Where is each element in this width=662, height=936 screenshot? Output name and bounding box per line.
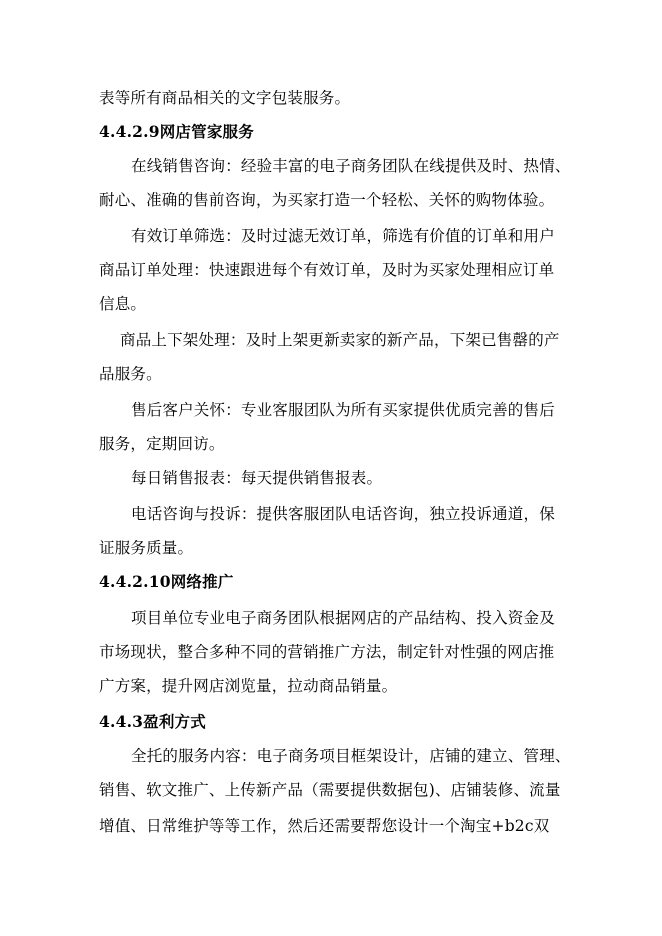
paragraph-line: 耐心、准确的售前咨询，为买家打造一个轻松、关怀的购物体验。 bbox=[99, 191, 555, 209]
paragraph-line: 信息。 bbox=[99, 295, 147, 313]
paragraph-line: 每日销售报表：每天提供销售报表。 bbox=[131, 469, 383, 487]
paragraph-line: 全托的服务内容：电子商务项目框架设计，店铺的建立、管理、 bbox=[131, 747, 571, 765]
paragraph-line: 有效订单筛选：及时过滤无效订单，筛选有价值的订单和用户 bbox=[131, 227, 555, 245]
section-heading-4-4-2-10: 4.4.2.10网络推广 bbox=[99, 572, 234, 591]
paragraph-line: 商品上下架处理：及时上架更新卖家的新产品，下架已售罄的产 bbox=[120, 331, 560, 349]
paragraph-line: 证服务质量。 bbox=[99, 539, 194, 557]
paragraph-line: 市场现状，整合多种不同的营销推广方法，制定针对性强的网店推 bbox=[99, 643, 555, 661]
paragraph-line: 销售、软文推广、上传新产品（需要提供数据包)、店铺装修、流量 bbox=[99, 781, 561, 799]
paragraph-line: 项目单位专业电子商务团队根据网店的产品结构、投入资金及 bbox=[131, 609, 555, 627]
paragraph-line: 售后客户关怀：专业客服团队为所有买家提供优质完善的售后 bbox=[131, 401, 555, 419]
paragraph-line: 增值、日常维护等等工作，然后还需要帮您设计一个淘宝+b2c双 bbox=[99, 817, 550, 835]
section-heading-4-4-2-9: 4.4.2.9网店管家服务 bbox=[99, 122, 254, 141]
paragraph-line: 在线销售咨询：经验丰富的电子商务团队在线提供及时、热情、 bbox=[131, 157, 571, 175]
paragraph-line: 表等所有商品相关的文字包装服务。 bbox=[99, 89, 351, 107]
paragraph-line: 服务，定期回访。 bbox=[99, 435, 225, 453]
section-heading-4-4-3: 4.4.3盈利方式 bbox=[99, 712, 206, 731]
paragraph-line: 广方案，提升网店浏览量，拉动商品销量。 bbox=[99, 677, 398, 695]
paragraph-line: 品服务。 bbox=[99, 365, 162, 383]
paragraph-line: 商品订单处理：快速跟进每个有效订单，及时为买家处理相应订单 bbox=[99, 261, 555, 279]
paragraph-line: 电话咨询与投诉：提供客服团队电话咨询，独立投诉通道，保 bbox=[131, 505, 555, 523]
